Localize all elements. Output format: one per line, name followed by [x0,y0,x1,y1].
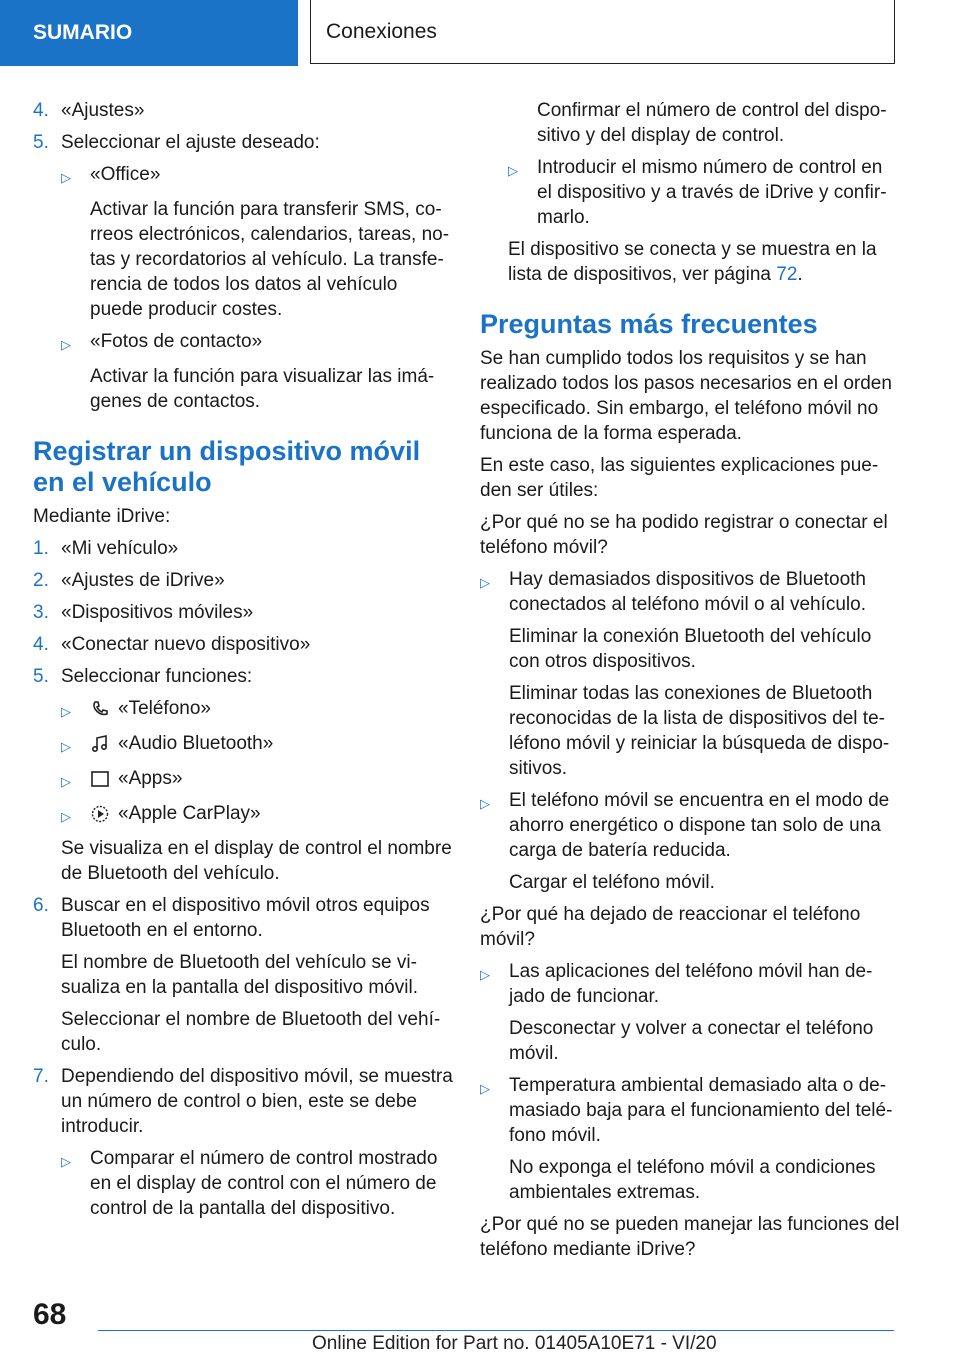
function-label: «Apple CarPlay» [118,803,261,824]
bullet-paragraph: Desconectar y volver a conectar el teléfono móvil. [509,1018,874,1064]
bullet-item [61,329,453,357]
phone-icon [90,699,112,719]
bullet-text: «Office» [90,164,161,185]
triangle-bullet-icon: ▷ [61,1154,71,1169]
paragraph: El nombre de Bluetooth del vehículo se visualiza en la pantalla del dispositivo móvil. [61,952,418,998]
triangle-bullet-icon: ▷ [61,739,71,754]
triangle-bullet-icon: ▷ [480,796,490,811]
paragraph [508,237,900,287]
bullet-paragraph: No exponga el teléfono móvil a condiciones ambientales extremas. [509,1157,876,1203]
step-number: 1. [33,538,49,559]
bullet-item [480,567,900,617]
step-number: 4. [33,634,49,655]
step-text: «Ajustes» [61,100,145,121]
step-text: «Dispositivos móviles» [61,602,254,623]
section-title [310,0,895,64]
triangle-bullet-icon: ▷ [61,809,71,824]
triangle-bullet-icon: ▷ [61,170,71,185]
step-text: Dependiendo del dispositivo móvil, se muestra un número de control o bien, este se debe introducir. [61,1066,453,1137]
step-text: Seleccionar el ajuste deseado: [61,132,320,153]
bullet-text: Comparar el número de control mostrado en el display de control con el número de control de la pantalla del dispositivo. [90,1148,438,1219]
list-item [33,1064,453,1139]
bullet-item [61,162,453,190]
bullet-item [480,788,900,863]
step-text: «Ajustes de iDrive» [61,570,225,591]
right-column [480,98,900,1269]
footer-divider [98,1330,894,1331]
step-number: 6. [33,895,49,916]
bullet-text: Introducir el mismo número de control en el dispositivo y a través de iDrive y confirmarlo. [537,157,887,228]
bullet-item [508,155,900,230]
list-item [33,130,453,155]
list-item [33,98,453,123]
step-text: Seleccionar funciones: [61,666,253,687]
question: ¿Por qué ha dejado de reaccionar el teléfono móvil? [480,904,861,950]
bullet-text: «Fotos de contacto» [90,331,263,352]
step-text: Buscar en el dispositivo móvil otros equipos Bluetooth en el entorno. [61,895,430,941]
paragraph: Se visualiza en el display de control el nombre de Bluetooth del vehículo. [61,838,452,884]
list-item [33,600,453,625]
function-label: «Teléfono» [118,698,211,719]
triangle-bullet-icon: ▷ [508,163,518,178]
triangle-bullet-icon: ▷ [480,967,490,982]
page-number: 68 [33,1298,67,1331]
triangle-bullet-icon: ▷ [480,1081,490,1096]
bullet-paragraph: Eliminar la conexión Bluetooth del vehículo con otros dispositivos. [509,626,872,672]
paragraph-text: El dispositivo se conecta y se muestra en la lista de dispositivos, ver página [508,239,877,285]
carplay-icon [90,804,112,824]
bullet-item [480,959,900,1009]
step-number: 5. [33,132,49,153]
triangle-bullet-icon: ▷ [480,575,490,590]
triangle-bullet-icon: ▷ [61,774,71,789]
left-column [33,98,453,1228]
bullet-item [480,1073,900,1148]
step-text: «Conectar nuevo dispositivo» [61,634,311,655]
step-number: 7. [33,1066,49,1087]
function-label: «Audio Bluetooth» [118,733,274,754]
footer-edition: Online Edition for Part no. 01405A10E71 - VI/20 [312,1333,717,1354]
bullet-item [61,801,453,829]
bullet-paragraph: Activar la función para transferir SMS, correos electrónicos, calendarios, tareas, notas y recordatorios al vehículo. La transferencia de todos los datos al vehículo puede producir costes. [90,199,450,320]
page-link[interactable]: 72 [776,264,798,285]
bullet-paragraph: Cargar el teléfono móvil. [509,872,715,893]
triangle-bullet-icon: ▷ [61,337,71,352]
bullet-text: Las aplicaciones del teléfono móvil han dejado de funcionar. [509,961,873,1007]
music-note-icon [90,734,112,754]
apps-icon [90,769,112,789]
list-item [33,893,453,943]
list-item [33,632,453,657]
bullet-text: El teléfono móvil se encuentra en el modo de ahorro energético o dispone tan solo de una carga de batería reducida. [509,790,890,861]
step-number: 5. [33,666,49,687]
bullet-item [61,1146,453,1221]
bullet-text: Temperatura ambiental demasiado alta o demasiado baja para el funcionamiento del teléfono móvil. [509,1075,893,1146]
list-item [33,664,453,689]
section-title-label: Conexiones [326,19,437,43]
bullet-paragraph: Eliminar todas las conexiones de Bluetooth reconocidas de la lista de dispositivos del teléfono móvil y reiniciar la búsqueda de dispositivos. [509,683,890,779]
step-text: «Mi vehículo» [61,538,179,559]
bullet-item [61,731,453,759]
bullet-item [61,696,453,724]
step-number: 4. [33,100,49,121]
section-heading: Registrar un dispositivo móvil en el vehículo [33,436,421,497]
section-heading: Preguntas más frecuentes [480,309,818,339]
function-label: «Apps» [118,768,183,789]
bullet-paragraph: Activar la función para visualizar las imágenes de contactos. [90,366,435,412]
paragraph-text: . [797,264,803,285]
paragraph: Seleccionar el nombre de Bluetooth del vehículo. [61,1009,441,1055]
question: ¿Por qué no se pueden manejar las funciones del teléfono mediante iDrive? [480,1214,900,1260]
step-number: 2. [33,570,49,591]
list-item [33,536,453,561]
tab-sumario-label: SUMARIO [33,21,133,44]
bullet-paragraph: Confirmar el número de control del dispositivo y del display de control. [537,100,887,146]
list-item [33,568,453,593]
paragraph: Mediante iDrive: [33,506,171,527]
paragraph: Se han cumplido todos los requisitos y se han realizado todos los pasos necesarios en el orden especificado. Sin embargo, el teléfono móvil no funciona de la forma esperada. [480,348,892,444]
tab-sumario[interactable] [0,0,298,66]
step-number: 3. [33,602,49,623]
triangle-bullet-icon: ▷ [61,704,71,719]
paragraph: En este caso, las siguientes explicaciones pueden ser útiles: [480,455,879,501]
bullet-item [61,766,453,794]
question: ¿Por qué no se ha podido registrar o conectar el teléfono móvil? [480,512,888,558]
bullet-text: Hay demasiados dispositivos de Bluetooth conectados al teléfono móvil o al vehículo. [509,569,866,615]
